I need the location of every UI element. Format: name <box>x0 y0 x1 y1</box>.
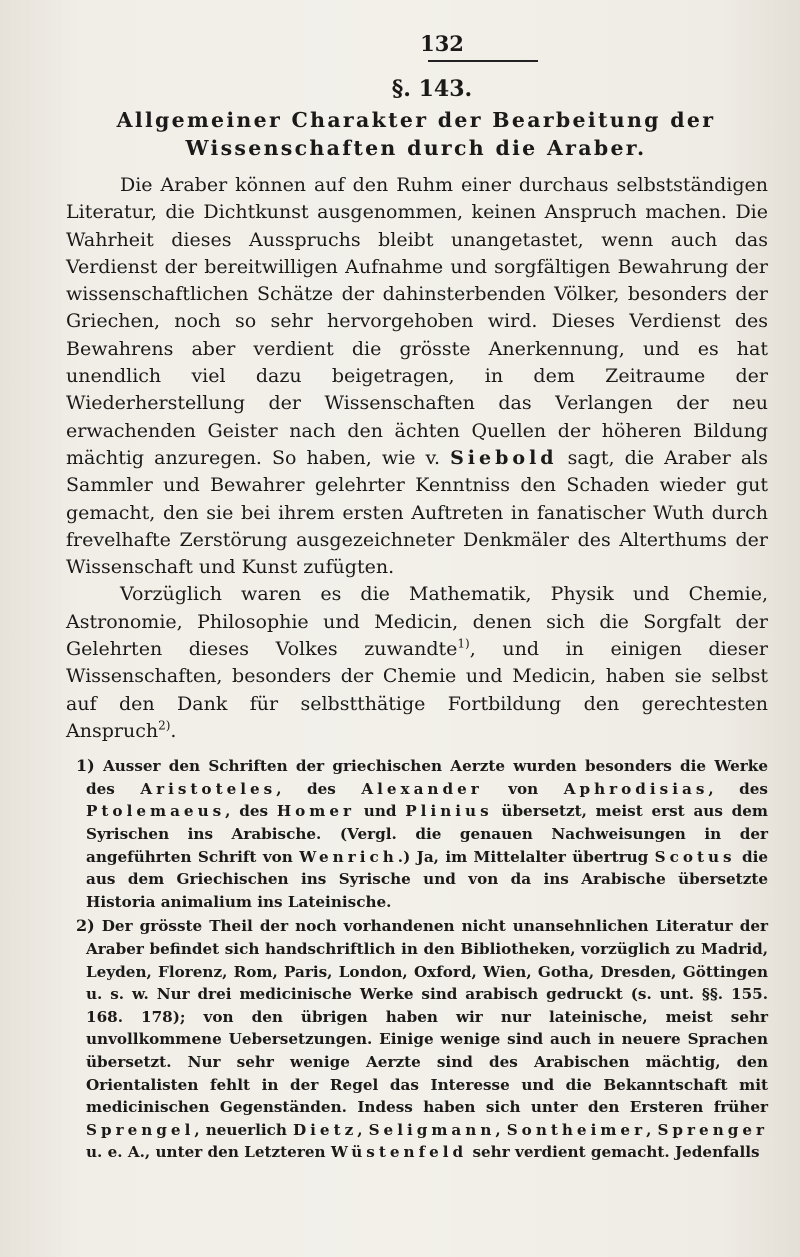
footnote-1-text: Ausser den Schriften der griechischen Aerzte wurden besonders die Werke des <box>86 757 768 798</box>
footnote-1 <box>66 755 768 913</box>
name-homer: Homer <box>276 802 356 821</box>
name-siebold: Siebold <box>450 446 558 469</box>
footnotes <box>66 755 768 1164</box>
footnote-separator <box>66 745 768 753</box>
footnote-2-text: , <box>357 1120 369 1139</box>
footnote-2-mark: 2) <box>76 916 95 936</box>
name-wenrich: Wenrich <box>299 847 398 866</box>
name-alexander: Alexander <box>361 779 483 798</box>
name-sprengel: Sprengel <box>86 1120 195 1139</box>
header-rule <box>428 60 538 62</box>
footnote-ref-2[interactable]: 2) <box>158 718 171 733</box>
name-dietz: Dietz <box>292 1120 358 1139</box>
name-wuestenfeld: Wüstenfeld <box>330 1143 468 1162</box>
footnote-2-text: sehr verdient gemacht. Jedenfalls <box>467 1143 760 1162</box>
footnote-2-text: Der grösste Theil der noch vorhandenen nicht unansehnlichen Literatur der Araber befindet sich handschriftlich in den Bibliotheken, vorzüglich zu Madrid, Leyden, Florenz, Rom, Paris, London, Oxford, Wien, Gotha, Dresden, Göttingen u. s. w. Nur drei medicinische Werke sind arabisch gedruckt (s. unt. §§. 155. 168. 178); von den übrigen haben wir nur lateinische, meist sehr unvollkommene Uebersetzungen. Einige wenige sind auch in neuere Sprachen übersetzt. Nur sehr wenige Aerzte sind des Arabischen mächtig, den Orientalisten fehlt in der Regel das Interesse und die Bekanntschaft mit medicinischen Gegenständen. Indess haben sich unter den Ersteren früher <box>86 917 768 1117</box>
section-number: §. 143. <box>391 76 473 102</box>
footnote-2-text: , <box>495 1120 507 1139</box>
footnote-1-text: , des <box>276 779 362 798</box>
name-plinius: Plinius <box>405 802 493 821</box>
footnote-1-text: und <box>355 802 406 821</box>
paragraph-1 <box>66 172 768 581</box>
name-aphrodisias: Aphrodisias <box>563 779 709 798</box>
paragraph-2-text-b: , und in einigen dieser Wissenschaften, besonders der Chemie und Medicin, haben sie selbst auf den Dank für selbstthätige Fortbildung den gerechtesten Anspruch <box>66 638 768 742</box>
footnote-2-text: u. e. A., unter den Letzteren <box>86 1143 331 1162</box>
paragraph-2-text-a: Vorzüglich waren es die Mathematik, Physik und Chemie, Astronomie, Philosophie und Medicin, denen sich die Sorgfalt der Gelehrten dieses Volkes zuwandte <box>66 583 768 661</box>
paragraph-2-text-c: . <box>170 719 177 742</box>
paragraph-1-text-b: sagt, die Araber als Sammler und Bewahrer gelehrter Kenntniss den Schaden wieder gut gemacht, den sie bei ihrem ersten Auftreten in fanatischer Wuth durch frevelhafte Zerstörung ausgezeichneter Denkmäler des Alterthums der Wissenschaft und Kunst zufügten. <box>66 446 768 579</box>
footnote-2 <box>66 915 768 1164</box>
footnote-1-text: .) Ja, im Mittelalter übertrug <box>397 847 655 866</box>
paragraph-2 <box>66 581 768 745</box>
page-number: 132 <box>420 31 464 56</box>
name-aristoteles: Aristoteles <box>140 779 277 798</box>
name-sontheimer: Sontheimer <box>506 1120 647 1139</box>
footnote-1-text: , des <box>225 802 277 821</box>
footnote-2-text: , neuerlich <box>194 1120 293 1139</box>
name-seligmann: Seligmann <box>368 1120 496 1139</box>
footnote-1-text: übersetzt, meist erst aus dem Syrischen ins Arabische. (Vergl. die genauen Nachweisungen in der angeführten Schrift von <box>86 802 768 866</box>
footnote-ref-1[interactable]: 1) <box>457 636 470 651</box>
section-heading: Allgemeiner Charakter der Bearbeitung der Wissenschaften durch die Araber. <box>116 108 716 160</box>
name-sprenger: Sprenger <box>657 1120 769 1139</box>
name-ptolemaeus: Ptolemaeus <box>86 802 226 821</box>
paragraph-1-text-a: Die Araber können auf den Ruhm einer durchaus selbstständigen Literatur, die Dichtkunst ausgenommen, keinen Anspruch machen. Die Wahrheit dieses Ausspruchs bleibt unangetastet, wenn auch das Verdienst der bereitwilligen Aufnahme und sorgfältigen Bewahrung der wissenschaftlichen Schätze der dahinsterbenden Völker, besonders der Griechen, noch so sehr hervorgehoben wird. Dieses Verdienst des Bewahrens aber verdient die grösste Anerkennung, und es hat unendlich viel dazu beigetragen, in dem Zeitraume der Wiederherstellung der Wissenschaften das Verlangen der neu erwachenden Geister nach den ächten Quellen der höheren Bildung mächtig anzuregen. So haben, wie v. <box>66 174 768 469</box>
footnote-1-text: von <box>482 779 564 798</box>
body-text <box>66 172 768 745</box>
footnote-1-mark: 1) <box>76 756 95 776</box>
footnote-1-text: die aus dem Griechischen ins Syrische und von da ins Arabische übersetzte Historia animalium ins Lateinische. <box>86 847 769 911</box>
footnote-2-text: , <box>646 1120 658 1139</box>
name-scotus: Scotus <box>654 847 736 866</box>
footnote-1-text: , des <box>708 779 768 798</box>
